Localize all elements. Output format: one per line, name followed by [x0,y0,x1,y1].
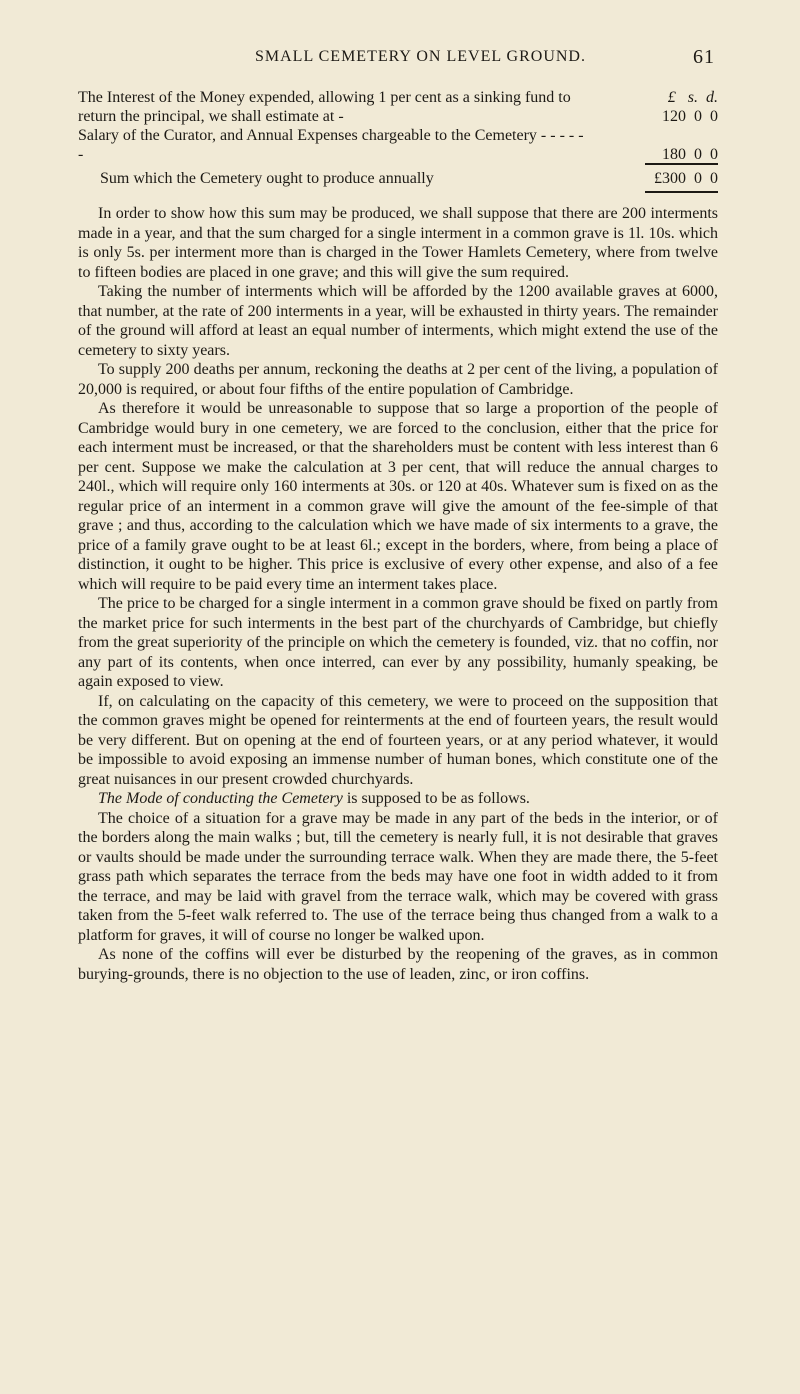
currency-header: £ s. d. [667,89,718,106]
running-head [255,46,715,70]
paragraph: To supply 200 deaths per annum, reckoning the deaths at 2 per cent of the living, a population of 20,000 is required, or about four fifths of the entire population of Cambridge. [78,361,718,398]
running-title: SMALL CEMETERY ON LEVEL GROUND. [255,48,586,65]
paragraph: As therefore it would be unreasonable to suppose that so large a proportion of the people of Cambridge would bury in one cemetery, we are forced to the conclusion, either that the price for each interment must be increased, or that the shareholders must be content with less interest than 6 per cent. Suppose we make the calculation at 3 per cent, that will reduce the annual charges to 240l., which will require only 160 interments at 30s. or 120 at 40s. Whatever sum is fixed on as the regular price of an interment in a common grave will give the amount of the fee-simple of that grave ; and thus, according to the calculation which we have made of six interments to a grave, the price of a family grave ought to be at least 6l.; except in the borders, where, from being a place of distinction, it ought to be higher. This price is exclusive of every other expense, and also of a fee which will require to be paid every time an interment takes place. [78,400,718,593]
account-row-salary [78,126,718,164]
sum-amount: £300 0 0 [654,170,718,187]
account-row-text: Salary of the Curator, and Annual Expenses chargeable to the Cemetery - - - - - - [78,127,584,163]
paragraph: In order to show how this sum may be produced, we shall suppose that there are 200 interments made in a year, and that the sum charged for a single interment in a common grave is 1l. 10s. which is only 5s. per interment more than is charged in the Tower Hamlets Cemetery, where from twelve to fifteen bodies are placed in one grave; and this will give the sum required. [78,205,718,281]
page-number: 61 [693,46,715,68]
total-rule-bottom [645,191,718,193]
paragraph: As none of the coffins will ever be disturbed by the reopening of the graves, as in common burying-grounds, there is no objection to the use of leaden, zinc, or iron coffins. [78,946,718,983]
total-rule-top [645,163,718,165]
sum-label: Sum which the Cemetery ought to produce annually [100,170,434,187]
account-row-interest [78,88,718,126]
accounts-table [78,88,718,164]
paragraph: The price to be charged for a single interment in a common grave should be fixed on partly from the market price for such interments in the best part of the churchyards of Cambridge, but chiefly from the great superiority of the principle on which the cemetery is founded, viz. that no coffin, nor any part of its contents, when once interred, can ever by any possibility, humanly speaking, be again exposed to view. [78,595,718,690]
mode-paragraph [78,789,718,809]
sum-line [100,170,718,188]
account-row-amount: 180 0 0 [662,146,718,163]
account-row-text: The Interest of the Money expended, allowing 1 per cent as a sinking fund to return the principal, we shall estimate at - [78,89,571,125]
mode-heading-tail: is supposed to be as follows. [342,790,530,807]
paragraph: Taking the number of interments which will be afforded by the 1200 available graves at 6000, that number, at the rate of 200 interments in a year, will be exhausted in thirty years. The remainder of the ground will afford at least an equal number of interments, which might extend the use of the cemetery to sixty years. [78,283,718,359]
body-text [78,204,718,984]
mode-heading: The Mode of conducting the Cemetery [98,790,343,807]
paragraph: If, on calculating on the capacity of this cemetery, we were to proceed on the supposition that the common graves might be opened for reinterments at the end of fourteen years, the result would be very different. But on opening at the end of fourteen years, or at any period whatever, it would be impossible to avoid exposing an immense number of human bones, which constitute one of the great nuisances in our present crowded churchyards. [78,692,718,788]
paragraph: The choice of a situation for a grave may be made in any part of the beds in the interior, or of the borders along the main walks ; but, till the cemetery is nearly full, it is not desirable that graves or vaults should be made under the surrounding terrace walk. When they are made there, the 5-feet grass path which separates the terrace from the beds may have one foot in width added to it from the terrace, and may be laid with gravel from the terrace walk, which may be covered with grass taken from the 5-feet walk referred to. The use of the terrace being thus changed from a walk to a platform for graves, it will of course no longer be walked upon. [78,809,718,944]
account-row-amount: 120 0 0 [662,108,718,125]
